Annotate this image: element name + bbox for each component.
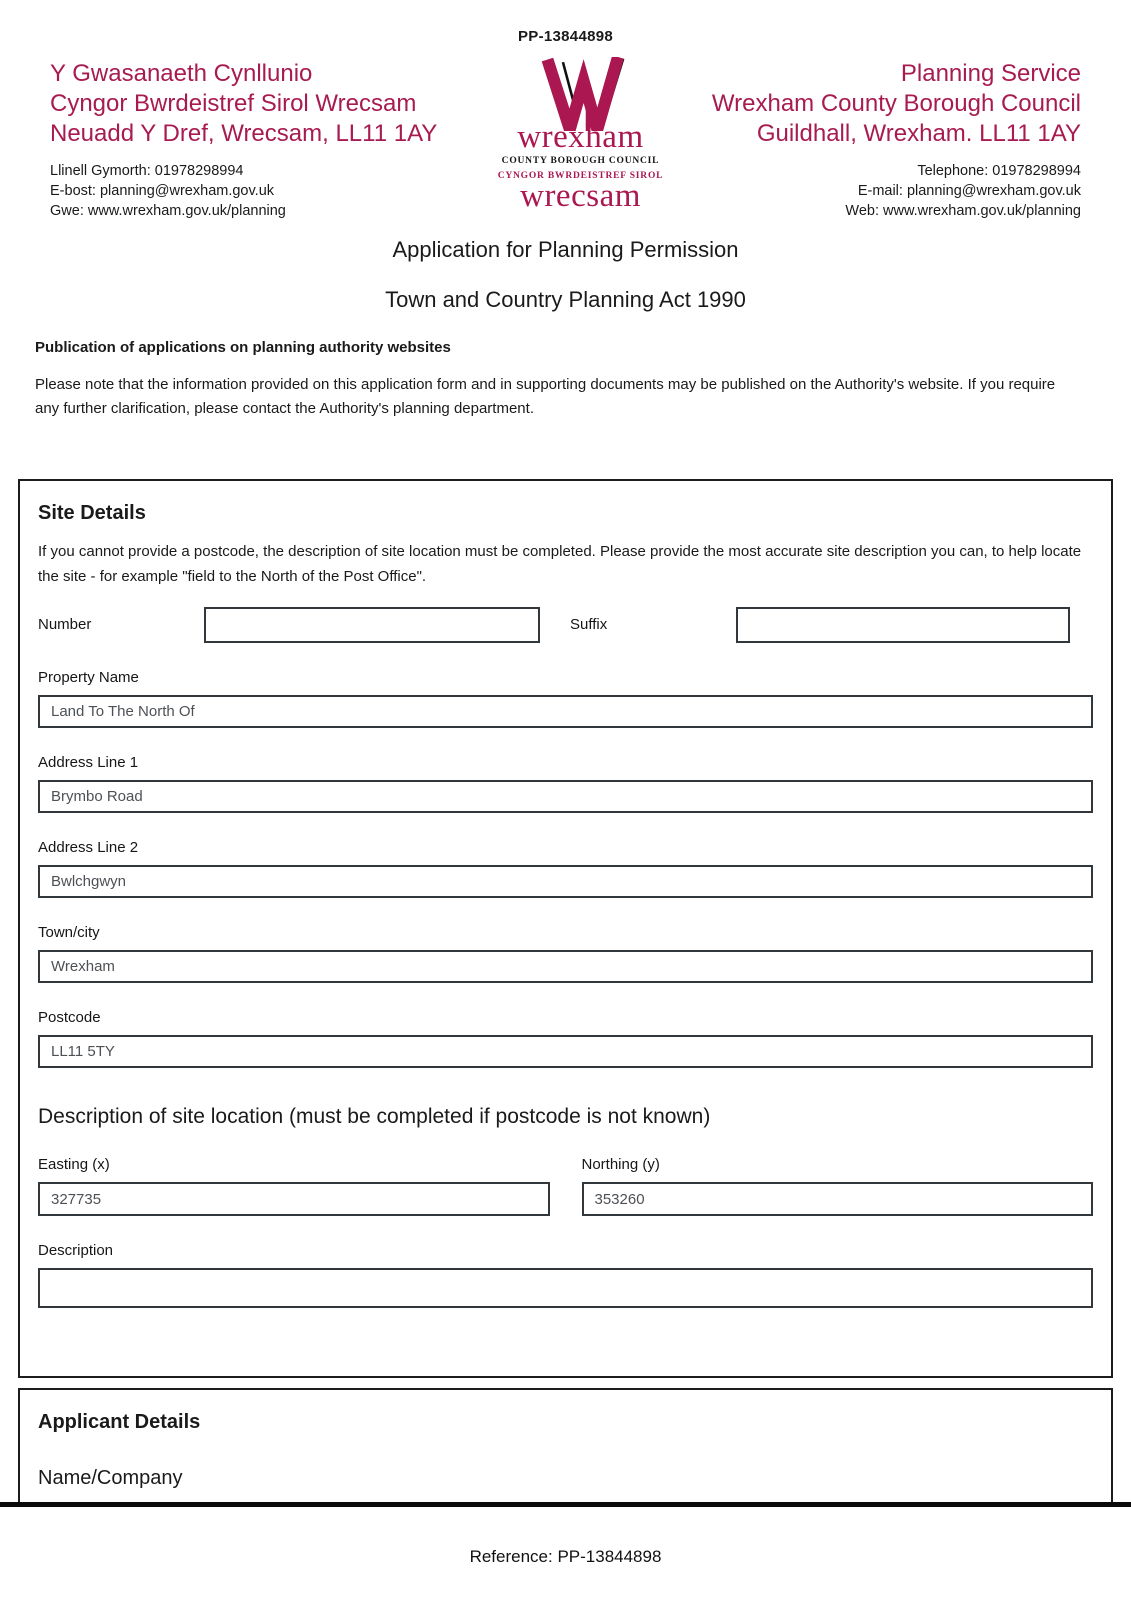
helpline-welsh: Llinell Gymorth: 01978298994 <box>50 163 244 179</box>
logo-caption-welsh: CYNGOR BWRDEISTREF SIROL <box>497 171 664 181</box>
number-label: Number <box>38 616 92 633</box>
contact-english-block <box>681 161 1081 221</box>
address-line-1-label: Address Line 1 <box>38 754 139 771</box>
document-subtitle: Town and Country Planning Act 1990 <box>385 287 746 312</box>
org-name-welsh-line1: Y Gwasanaeth Cynllunio <box>50 60 313 87</box>
telephone-english: Telephone: 01978298994 <box>917 163 1081 179</box>
footer-reference: Reference: PP-13844898 <box>469 1547 662 1566</box>
page-break-divider <box>0 1502 1131 1507</box>
site-details-heading: Site Details <box>38 502 146 524</box>
web-english: Web: www.wrexham.gov.uk/planning <box>845 203 1081 219</box>
email-english: E-mail: planning@wrexham.gov.uk <box>857 183 1081 199</box>
postcode-label: Postcode <box>38 1009 101 1026</box>
easting-input[interactable] <box>38 1182 550 1216</box>
org-name-welsh-line2: Cyngor Bwrdeistref Sirol Wrecsam <box>50 90 417 117</box>
property-name-field <box>38 669 1093 728</box>
web-welsh: Gwe: www.wrexham.gov.uk/planning <box>50 203 286 219</box>
contact-welsh-block <box>50 161 480 221</box>
site-location-heading: Description of site location (must be completed if postcode is not known) <box>38 1105 711 1128</box>
property-name-label: Property Name <box>38 669 139 686</box>
site-details-intro: If you cannot provide a postcode, the description of site location must be completed. Please provide the most accurate site description you can, to help locate the site - for example "field to the North of the Post Office". <box>38 543 1082 585</box>
letterhead <box>50 59 1081 221</box>
publication-notice-body: Please note that the information provided on this application form and in supporting documents may be published on the Authority's website. If you require any further clarification, please contact the Authority's planning department. <box>35 376 1056 417</box>
org-name-english-line1: Planning Service <box>900 60 1081 87</box>
address-line-2-label: Address Line 2 <box>38 839 139 856</box>
easting-field <box>38 1156 550 1216</box>
logo-caption-english: COUNTY BOROUGH COUNCIL <box>501 156 660 166</box>
logo-wordmark-welsh: wrecsam <box>520 178 641 214</box>
wrexham-council-logo <box>493 57 668 221</box>
form-reference-top: PP-13844898 <box>517 28 614 45</box>
property-name-input[interactable] <box>38 695 1093 728</box>
town-city-field <box>38 924 1093 983</box>
easting-label: Easting (x) <box>38 1156 110 1173</box>
site-details-section <box>18 479 1113 1378</box>
letterhead-english-block <box>681 59 1081 221</box>
northing-input[interactable] <box>582 1182 1094 1216</box>
letterhead-welsh-block <box>50 59 480 221</box>
address-line-1-field <box>38 754 1093 813</box>
coordinates-row <box>38 1156 1093 1216</box>
email-welsh: E-bost: planning@wrexham.gov.uk <box>50 183 275 199</box>
suffix-label: Suffix <box>570 616 608 633</box>
town-city-label: Town/city <box>38 924 100 941</box>
northing-field <box>582 1156 1094 1216</box>
name-company-label: Name/Company <box>38 1467 183 1489</box>
site-description-input[interactable] <box>38 1268 1093 1308</box>
org-name-english-line2: Wrexham County Borough Council <box>711 90 1081 117</box>
site-description-label: Description <box>38 1242 114 1259</box>
site-description-field <box>38 1242 1093 1308</box>
postcode-input[interactable] <box>38 1035 1093 1068</box>
org-address-english: Guildhall, Wrexham. LL11 1AY <box>756 120 1081 147</box>
number-suffix-row <box>38 607 1093 643</box>
document-title: Application for Planning Permission <box>392 237 739 262</box>
applicant-details-section <box>18 1388 1113 1502</box>
suffix-input[interactable] <box>736 607 1070 643</box>
logo-wordmark-english: wrexham <box>517 119 644 155</box>
postcode-field <box>38 1009 1093 1068</box>
town-city-input[interactable] <box>38 950 1093 983</box>
northing-label: Northing (y) <box>581 1156 660 1173</box>
org-address-welsh: Neuadd Y Dref, Wrecsam, LL11 1AY <box>50 120 438 147</box>
address-line-1-input[interactable] <box>38 780 1093 813</box>
address-line-2-field <box>38 839 1093 898</box>
publication-notice-heading: Publication of applications on planning authority websites <box>35 339 451 356</box>
number-input[interactable] <box>204 607 540 643</box>
applicant-details-heading: Applicant Details <box>38 1411 201 1433</box>
address-line-2-input[interactable] <box>38 865 1093 898</box>
